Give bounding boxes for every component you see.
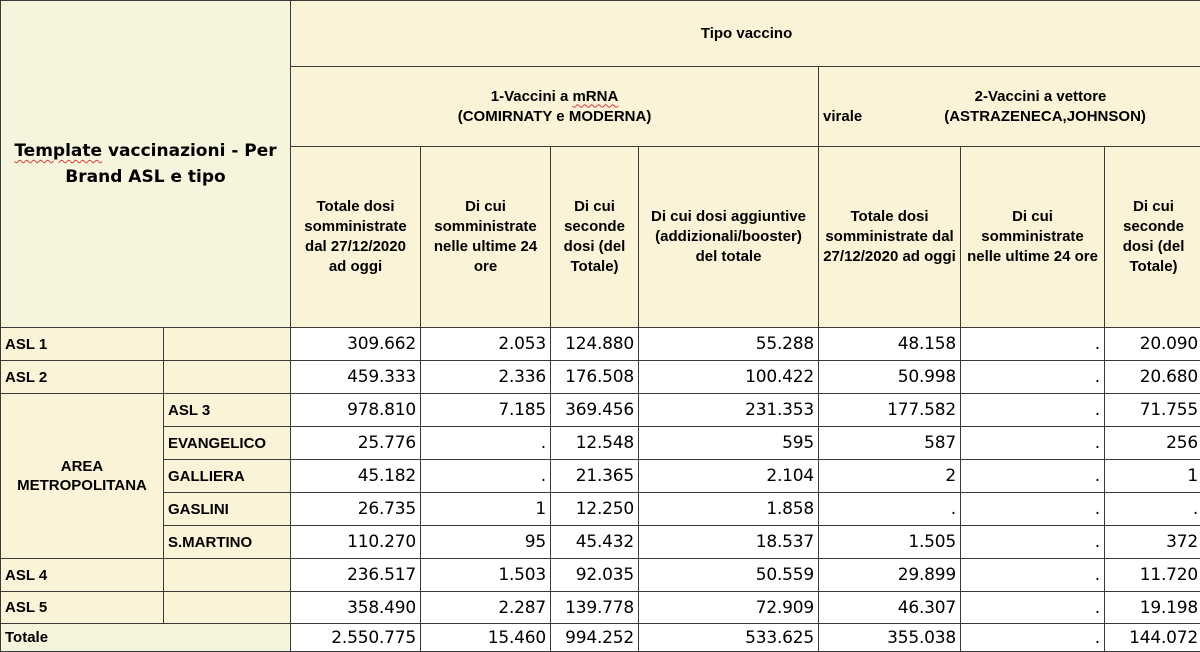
cell[interactable]: 45.182 bbox=[291, 460, 421, 493]
header-group-mrna[interactable] bbox=[291, 67, 819, 147]
cell[interactable]: 2 bbox=[819, 460, 961, 493]
group-mrna-line1: 1-Vaccini a mRNA bbox=[491, 88, 619, 105]
area-label-line2: METROPOLITANA bbox=[17, 477, 147, 494]
cell[interactable]: . bbox=[1105, 493, 1200, 526]
row-label[interactable]: ASL 4 bbox=[1, 559, 164, 592]
cell[interactable]: 1.503 bbox=[421, 559, 551, 592]
cell[interactable]: 50.559 bbox=[639, 559, 819, 592]
cell[interactable]: 372 bbox=[1105, 526, 1200, 559]
cell[interactable]: . bbox=[961, 624, 1105, 652]
cell[interactable]: 48.158 bbox=[819, 328, 961, 361]
cell[interactable]: 236.517 bbox=[291, 559, 421, 592]
col-header-mrna-aggiuntive[interactable]: Di cui dosi aggiuntive (addizionali/booster) del totale bbox=[639, 147, 819, 328]
cell[interactable]: . bbox=[421, 427, 551, 460]
cell[interactable]: 15.460 bbox=[421, 624, 551, 652]
header-tipo-vaccino[interactable]: Tipo vaccino bbox=[291, 1, 1200, 67]
group-vettore-line2: virale (ASTRAZENECA,JOHNSON) bbox=[823, 107, 1198, 127]
cell[interactable]: 95 bbox=[421, 526, 551, 559]
cell[interactable]: 71.755 bbox=[1105, 394, 1200, 427]
table-row-asl1 bbox=[1, 328, 1200, 361]
cell[interactable]: 1 bbox=[1105, 460, 1200, 493]
cell[interactable]: . bbox=[961, 493, 1105, 526]
cell[interactable]: 994.252 bbox=[551, 624, 639, 652]
cell[interactable]: 309.662 bbox=[291, 328, 421, 361]
cell[interactable]: . bbox=[961, 427, 1105, 460]
row-sublabel[interactable] bbox=[164, 328, 291, 361]
cell[interactable]: 72.909 bbox=[639, 592, 819, 624]
table-row-galliera bbox=[1, 460, 1200, 493]
table-row-smartino bbox=[1, 526, 1200, 559]
area-metropolitana-label[interactable] bbox=[1, 394, 164, 559]
cell[interactable]: 358.490 bbox=[291, 592, 421, 624]
cell[interactable]: 2.336 bbox=[421, 361, 551, 394]
cell[interactable]: 176.508 bbox=[551, 361, 639, 394]
col-header-mrna-totale[interactable]: Totale dosi somministrate dal 27/12/2020 ad oggi bbox=[291, 147, 421, 328]
col-header-vettore-seconde[interactable]: Di cui seconde dosi (del Totale) bbox=[1105, 147, 1200, 328]
row-sublabel[interactable]: EVANGELICO bbox=[164, 427, 291, 460]
cell[interactable]: 1.858 bbox=[639, 493, 819, 526]
cell[interactable]: 12.250 bbox=[551, 493, 639, 526]
row-sublabel[interactable] bbox=[164, 361, 291, 394]
col-header-vettore-24h[interactable]: Di cui somministrate nelle ultime 24 ore bbox=[961, 147, 1105, 328]
row-sublabel[interactable]: GASLINI bbox=[164, 493, 291, 526]
cell[interactable]: 12.548 bbox=[551, 427, 639, 460]
cell[interactable]: 2.287 bbox=[421, 592, 551, 624]
cell[interactable]: 21.365 bbox=[551, 460, 639, 493]
cell[interactable]: . bbox=[961, 460, 1105, 493]
cell[interactable]: . bbox=[961, 559, 1105, 592]
cell[interactable]: 459.333 bbox=[291, 361, 421, 394]
table-row-asl5 bbox=[1, 592, 1200, 624]
col-header-mrna-seconde[interactable]: Di cui seconde dosi (del Totale) bbox=[551, 147, 639, 328]
cell[interactable]: 2.053 bbox=[421, 328, 551, 361]
cell[interactable]: 19.198 bbox=[1105, 592, 1200, 624]
row-sublabel[interactable] bbox=[164, 559, 291, 592]
cell[interactable]: 177.582 bbox=[819, 394, 961, 427]
cell[interactable]: 20.680 bbox=[1105, 361, 1200, 394]
row-label[interactable]: ASL 1 bbox=[1, 328, 164, 361]
cell[interactable]: 369.456 bbox=[551, 394, 639, 427]
row-sublabel[interactable]: ASL 3 bbox=[164, 394, 291, 427]
row-label-totale[interactable]: Totale bbox=[1, 624, 291, 652]
cell[interactable]: 55.288 bbox=[639, 328, 819, 361]
cell[interactable]: 2.104 bbox=[639, 460, 819, 493]
col-header-mrna-24h[interactable]: Di cui somministrate nelle ultime 24 ore bbox=[421, 147, 551, 328]
cell[interactable]: 7.185 bbox=[421, 394, 551, 427]
table-row-totale bbox=[1, 624, 1200, 652]
cell[interactable]: 46.307 bbox=[819, 592, 961, 624]
cell[interactable]: 231.353 bbox=[639, 394, 819, 427]
cell[interactable]: 26.735 bbox=[291, 493, 421, 526]
table-row-gaslini bbox=[1, 493, 1200, 526]
row-sublabel[interactable]: GALLIERA bbox=[164, 460, 291, 493]
cell[interactable]: 595 bbox=[639, 427, 819, 460]
group-mrna-line2: (COMIRNATY e MODERNA) bbox=[458, 108, 652, 125]
row-sublabel[interactable] bbox=[164, 592, 291, 624]
cell[interactable]: 587 bbox=[819, 427, 961, 460]
cell[interactable]: 45.432 bbox=[551, 526, 639, 559]
cell[interactable]: 533.625 bbox=[639, 624, 819, 652]
cell[interactable]: 50.998 bbox=[819, 361, 961, 394]
cell[interactable]: 110.270 bbox=[291, 526, 421, 559]
table-row-asl3 bbox=[1, 394, 1200, 427]
row-label[interactable]: ASL 2 bbox=[1, 361, 164, 394]
cell[interactable]: 256 bbox=[1105, 427, 1200, 460]
cell[interactable]: 124.880 bbox=[551, 328, 639, 361]
cell[interactable]: 1 bbox=[421, 493, 551, 526]
cell[interactable]: 20.090 bbox=[1105, 328, 1200, 361]
cell[interactable]: 1.505 bbox=[819, 526, 961, 559]
table-row-asl4 bbox=[1, 559, 1200, 592]
title-word-template: Template bbox=[14, 141, 102, 161]
group-vettore-line1: 2-Vaccini a vettore bbox=[823, 87, 1198, 107]
cell[interactable]: 25.776 bbox=[291, 427, 421, 460]
table-row-asl2 bbox=[1, 361, 1200, 394]
cell[interactable]: 2.550.775 bbox=[291, 624, 421, 652]
row-label[interactable]: ASL 5 bbox=[1, 592, 164, 624]
cell[interactable]: 355.038 bbox=[819, 624, 961, 652]
cell[interactable]: . bbox=[961, 328, 1105, 361]
header-group-vettore[interactable] bbox=[819, 67, 1200, 147]
area-label-line1: AREA bbox=[61, 458, 104, 475]
cell[interactable]: 11.720 bbox=[1105, 559, 1200, 592]
cell[interactable]: . bbox=[961, 526, 1105, 559]
cell[interactable]: . bbox=[961, 361, 1105, 394]
cell[interactable]: 29.899 bbox=[819, 559, 961, 592]
cell[interactable]: 139.778 bbox=[551, 592, 639, 624]
cell[interactable]: . bbox=[421, 460, 551, 493]
cell[interactable]: . bbox=[961, 394, 1105, 427]
cell[interactable]: 92.035 bbox=[551, 559, 639, 592]
cell[interactable]: 100.422 bbox=[639, 361, 819, 394]
cell[interactable]: . bbox=[819, 493, 961, 526]
cell[interactable]: . bbox=[961, 592, 1105, 624]
cell[interactable]: 978.810 bbox=[291, 394, 421, 427]
cell[interactable]: 18.537 bbox=[639, 526, 819, 559]
row-sublabel[interactable]: S.MARTINO bbox=[164, 526, 291, 559]
table-title-rest: vaccinazioni - Per Brand ASL e tipo bbox=[65, 141, 276, 187]
table-title-cell[interactable] bbox=[1, 1, 291, 328]
col-header-vettore-totale[interactable]: Totale dosi somministrate dal 27/12/2020 ad oggi bbox=[819, 147, 961, 328]
cell[interactable]: 144.072 bbox=[1105, 624, 1200, 652]
table-row-evangelico bbox=[1, 427, 1200, 460]
